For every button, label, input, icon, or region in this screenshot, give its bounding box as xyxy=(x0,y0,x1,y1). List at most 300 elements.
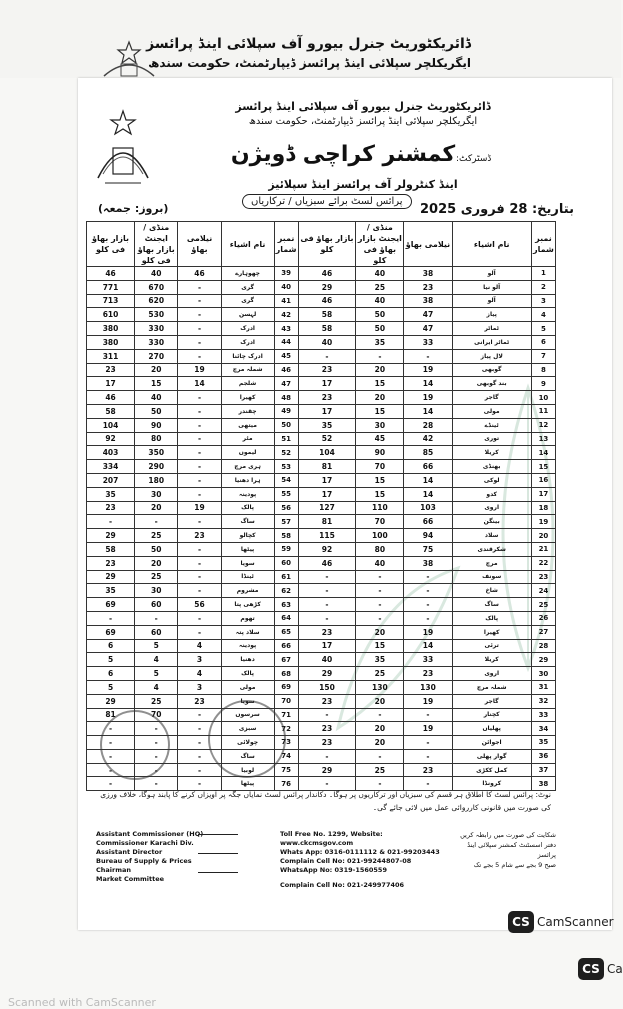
left-auction-price: 47 xyxy=(404,308,452,322)
header-directorate: ڈائریکٹوریٹ جنرل بیورو آف سپلائی اینڈ پرائسز xyxy=(235,100,491,113)
camscanner-label-cut: Ca xyxy=(607,962,623,976)
right-market-price: - xyxy=(87,763,135,777)
left-auction-price: 14 xyxy=(404,377,452,391)
right-auction-price: - xyxy=(178,611,221,625)
right-serial: 68 xyxy=(274,667,298,681)
right-market-price: 35 xyxy=(87,487,135,501)
left-agent-price: 20 xyxy=(356,391,404,405)
table-row xyxy=(87,667,556,681)
left-serial: 12 xyxy=(531,418,555,432)
right-agent-price: 20 xyxy=(135,363,178,377)
left-item-name: کریلا xyxy=(452,446,531,460)
left-agent-price: - xyxy=(356,708,404,722)
right-auction-price: - xyxy=(178,391,221,405)
left-market-price: 58 xyxy=(298,308,356,322)
left-serial: 13 xyxy=(531,432,555,446)
left-item-name: شاخ xyxy=(452,584,531,598)
officials-block xyxy=(96,830,236,884)
right-item-name: ہرا دھنیا xyxy=(221,473,274,487)
right-market-price: 6 xyxy=(87,639,135,653)
left-serial: 34 xyxy=(531,722,555,736)
table-row xyxy=(87,404,556,418)
column-header: بازار بھاؤ فی کلو xyxy=(298,222,356,267)
left-auction-price: 19 xyxy=(404,625,452,639)
table-row xyxy=(87,460,556,474)
right-serial: 45 xyxy=(274,349,298,363)
right-agent-price: - xyxy=(135,736,178,750)
urdu-contact-line: دفتر اسسٹنٹ کمشنر سپلائی اینڈ پرائسز xyxy=(467,841,556,859)
left-item-name: پیاز xyxy=(452,308,531,322)
left-item-name: کمل ککڑی xyxy=(452,763,531,777)
right-market-price: 92 xyxy=(87,432,135,446)
table-row xyxy=(87,584,556,598)
left-market-price: 17 xyxy=(298,473,356,487)
left-item-name: کھیرا xyxy=(452,625,531,639)
left-agent-price: - xyxy=(356,611,404,625)
left-serial: 5 xyxy=(531,322,555,336)
right-item-name: ادرک xyxy=(221,335,274,349)
left-market-price: - xyxy=(298,584,356,598)
right-item-name: پودینہ xyxy=(221,487,274,501)
right-agent-price: 290 xyxy=(135,460,178,474)
right-auction-price: 23 xyxy=(178,694,221,708)
contact-line: Toll Free No. 1299, Website: www.ckcmsgov.com xyxy=(280,830,383,847)
right-item-name: پالک xyxy=(221,501,274,515)
left-market-price: - xyxy=(298,349,356,363)
official-title: Bureau of Supply & Prices xyxy=(96,857,192,865)
left-market-price: 40 xyxy=(298,335,356,349)
right-agent-price: 30 xyxy=(135,487,178,501)
left-market-price: 58 xyxy=(298,322,356,336)
left-item-name: آلو xyxy=(452,294,531,308)
left-auction-price: - xyxy=(404,598,452,612)
right-agent-price: 70 xyxy=(135,708,178,722)
right-item-name: شلجم xyxy=(221,377,274,391)
right-market-price: 29 xyxy=(87,529,135,543)
left-item-name: اجوائن xyxy=(452,736,531,750)
left-auction-price: 130 xyxy=(404,680,452,694)
left-auction-price: 38 xyxy=(404,556,452,570)
right-serial: 49 xyxy=(274,404,298,418)
left-item-name: ساگ xyxy=(452,598,531,612)
right-market-price: 23 xyxy=(87,556,135,570)
left-serial: 38 xyxy=(531,777,555,791)
table-row xyxy=(87,294,556,308)
left-agent-price: 80 xyxy=(356,542,404,556)
table-row xyxy=(87,349,556,363)
right-serial: 57 xyxy=(274,515,298,529)
left-market-price: - xyxy=(298,598,356,612)
right-item-name: دھنیا xyxy=(221,653,274,667)
urdu-contact-block xyxy=(456,830,556,870)
left-auction-price: - xyxy=(404,570,452,584)
price-table xyxy=(86,221,556,791)
right-agent-price: 60 xyxy=(135,598,178,612)
right-market-price: 17 xyxy=(87,377,135,391)
right-serial: 65 xyxy=(274,625,298,639)
signature-line xyxy=(198,853,238,854)
document-title: کمشنر کراچی ڈویژن xyxy=(230,142,456,167)
right-market-price: - xyxy=(87,749,135,763)
left-agent-price: 90 xyxy=(356,446,404,460)
outer-header-title: ڈائریکٹوریٹ جنرل بیورو آف سپلائی اینڈ پرائسز xyxy=(146,36,471,52)
right-market-price: 104 xyxy=(87,418,135,432)
right-serial: 69 xyxy=(274,680,298,694)
left-market-price: 40 xyxy=(298,653,356,667)
left-auction-price: 23 xyxy=(404,280,452,294)
table-row xyxy=(87,570,556,584)
right-serial: 39 xyxy=(274,267,298,281)
left-auction-price: 23 xyxy=(404,667,452,681)
right-market-price: 69 xyxy=(87,625,135,639)
left-serial: 29 xyxy=(531,653,555,667)
table-header-row xyxy=(87,222,556,267)
left-serial: 2 xyxy=(531,280,555,294)
table-row xyxy=(87,418,556,432)
right-serial: 47 xyxy=(274,377,298,391)
left-item-name: پھلیاں xyxy=(452,722,531,736)
right-market-price: 23 xyxy=(87,501,135,515)
right-agent-price: 530 xyxy=(135,308,178,322)
right-agent-price: 50 xyxy=(135,542,178,556)
left-auction-price: 14 xyxy=(404,404,452,418)
left-auction-price: 38 xyxy=(404,267,452,281)
left-serial: 21 xyxy=(531,542,555,556)
right-serial: 66 xyxy=(274,639,298,653)
camscanner-logo-icon: CS xyxy=(508,911,534,933)
left-item-name: ٹینڈے xyxy=(452,418,531,432)
right-agent-price: 5 xyxy=(135,639,178,653)
left-market-price: 46 xyxy=(298,294,356,308)
right-serial: 74 xyxy=(274,749,298,763)
right-auction-price: - xyxy=(178,625,221,639)
left-auction-price: 28 xyxy=(404,418,452,432)
left-market-price: 23 xyxy=(298,722,356,736)
left-serial: 30 xyxy=(531,667,555,681)
right-item-name: سبزی xyxy=(221,722,274,736)
right-auction-price: - xyxy=(178,708,221,722)
left-item-name: بھنڈی xyxy=(452,460,531,474)
left-item-name: ٹماٹر xyxy=(452,322,531,336)
table-row xyxy=(87,501,556,515)
right-market-price: 23 xyxy=(87,363,135,377)
left-agent-price: - xyxy=(356,570,404,584)
right-item-name: چقندر xyxy=(221,404,274,418)
left-serial: 15 xyxy=(531,460,555,474)
right-serial: 43 xyxy=(274,322,298,336)
right-item-name: میتھی xyxy=(221,418,274,432)
column-header: نام اشیاء xyxy=(452,222,531,267)
left-auction-price: 19 xyxy=(404,391,452,405)
left-serial: 3 xyxy=(531,294,555,308)
right-serial: 53 xyxy=(274,460,298,474)
left-agent-price: 25 xyxy=(356,667,404,681)
right-agent-price: 350 xyxy=(135,446,178,460)
column-header: نمبر شمار xyxy=(274,222,298,267)
left-auction-price: - xyxy=(404,584,452,598)
right-serial: 54 xyxy=(274,473,298,487)
document-date: بتاریخ: 28 فروری 2025 xyxy=(420,202,574,217)
right-serial: 64 xyxy=(274,611,298,625)
left-auction-price: 47 xyxy=(404,322,452,336)
outer-header xyxy=(0,0,621,78)
right-item-name: شملہ مرچ xyxy=(221,363,274,377)
left-item-name: سلاد xyxy=(452,529,531,543)
left-serial: 4 xyxy=(531,308,555,322)
left-agent-price: 20 xyxy=(356,363,404,377)
right-agent-price: 620 xyxy=(135,294,178,308)
left-market-price: 23 xyxy=(298,625,356,639)
right-item-name: پودینہ xyxy=(221,639,274,653)
right-auction-price: - xyxy=(178,335,221,349)
table-row xyxy=(87,473,556,487)
left-auction-price: 33 xyxy=(404,653,452,667)
left-market-price: - xyxy=(298,570,356,584)
table-row xyxy=(87,625,556,639)
left-item-name: سونف xyxy=(452,570,531,584)
left-serial: 32 xyxy=(531,694,555,708)
official-stamp xyxy=(100,710,170,780)
left-agent-price: 15 xyxy=(356,404,404,418)
right-item-name: مٹر xyxy=(221,432,274,446)
urdu-contact-line: صبح 9 بجے سے شام 5 بجے تک xyxy=(473,861,556,869)
left-serial: 37 xyxy=(531,763,555,777)
table-row xyxy=(87,322,556,336)
contact-line: Whats App: 0316-0111112 & 021-99203443 xyxy=(280,848,440,856)
left-serial: 18 xyxy=(531,501,555,515)
right-serial: 59 xyxy=(274,542,298,556)
column-header: بازار بھاؤ فی کلو xyxy=(87,222,135,267)
left-agent-price: 45 xyxy=(356,432,404,446)
left-auction-price: 19 xyxy=(404,363,452,377)
left-item-name: آلو نیا xyxy=(452,280,531,294)
right-auction-price: - xyxy=(178,736,221,750)
right-market-price: 35 xyxy=(87,584,135,598)
right-agent-price: 30 xyxy=(135,584,178,598)
table-row xyxy=(87,515,556,529)
left-serial: 36 xyxy=(531,749,555,763)
column-header: نیلامی بھاؤ xyxy=(178,222,221,267)
left-serial: 33 xyxy=(531,708,555,722)
left-market-price: 81 xyxy=(298,515,356,529)
left-market-price: 115 xyxy=(298,529,356,543)
right-item-name: کھیرا xyxy=(221,391,274,405)
right-serial: 46 xyxy=(274,363,298,377)
right-agent-price: 4 xyxy=(135,653,178,667)
left-serial: 1 xyxy=(531,267,555,281)
right-market-price: 5 xyxy=(87,680,135,694)
right-auction-price: - xyxy=(178,446,221,460)
left-auction-price: - xyxy=(404,749,452,763)
left-item-name: آلو xyxy=(452,267,531,281)
right-serial: 51 xyxy=(274,432,298,446)
right-auction-price: 19 xyxy=(178,501,221,515)
document-day: (بروز: جمعہ) xyxy=(98,202,169,215)
left-market-price: 35 xyxy=(298,418,356,432)
left-agent-price: - xyxy=(356,584,404,598)
right-serial: 70 xyxy=(274,694,298,708)
contact-line: WhatsApp No: 0319-1560559 xyxy=(280,866,387,874)
signature-line xyxy=(198,872,238,873)
right-item-name: گری xyxy=(221,280,274,294)
left-serial: 11 xyxy=(531,404,555,418)
right-market-price: 380 xyxy=(87,322,135,336)
left-item-name: توری xyxy=(452,432,531,446)
table-row xyxy=(87,280,556,294)
right-agent-price: 25 xyxy=(135,529,178,543)
right-item-name: لیموں xyxy=(221,446,274,460)
right-serial: 40 xyxy=(274,280,298,294)
left-market-price: - xyxy=(298,777,356,791)
right-item-name: کڑھی پتا xyxy=(221,598,274,612)
right-agent-price: 25 xyxy=(135,694,178,708)
column-header: نام اشیاء xyxy=(221,222,274,267)
left-market-price: 29 xyxy=(298,280,356,294)
left-market-price: 104 xyxy=(298,446,356,460)
right-agent-price: - xyxy=(135,515,178,529)
right-agent-price: - xyxy=(135,611,178,625)
right-auction-price: 3 xyxy=(178,680,221,694)
left-auction-price: 75 xyxy=(404,542,452,556)
left-item-name: گوار پھلی xyxy=(452,749,531,763)
left-auction-price: - xyxy=(404,611,452,625)
sindh-emblem-icon xyxy=(93,108,153,188)
right-auction-price: 56 xyxy=(178,598,221,612)
left-market-price: - xyxy=(298,611,356,625)
left-item-name: پالک xyxy=(452,611,531,625)
left-agent-price: 70 xyxy=(356,515,404,529)
left-agent-price: - xyxy=(356,749,404,763)
right-market-price: 311 xyxy=(87,349,135,363)
left-agent-price: 20 xyxy=(356,625,404,639)
right-item-name: مشروم xyxy=(221,584,274,598)
right-market-price: 403 xyxy=(87,446,135,460)
document-subtitle: اینڈ کنٹرولر آف پرائسز اینڈ سپلائیز xyxy=(268,178,458,191)
left-agent-price: 25 xyxy=(356,280,404,294)
right-auction-price: - xyxy=(178,722,221,736)
left-agent-price: 15 xyxy=(356,487,404,501)
left-agent-price: 70 xyxy=(356,460,404,474)
right-agent-price: 20 xyxy=(135,556,178,570)
right-market-price: 46 xyxy=(87,391,135,405)
district-label: ڈسٹرکٹ: xyxy=(456,154,492,164)
left-agent-price: 35 xyxy=(356,653,404,667)
left-agent-price: 30 xyxy=(356,418,404,432)
left-agent-price: - xyxy=(356,777,404,791)
column-header: منڈی / ایجنٹ بازار بھاؤ فی کلو xyxy=(356,222,404,267)
right-auction-price: - xyxy=(178,556,221,570)
right-agent-price: 5 xyxy=(135,667,178,681)
left-item-name: کرونڈا xyxy=(452,777,531,791)
table-row xyxy=(87,363,556,377)
left-item-name: اروی xyxy=(452,501,531,515)
right-auction-price: - xyxy=(178,280,221,294)
left-agent-price: 50 xyxy=(356,322,404,336)
left-agent-price: 110 xyxy=(356,501,404,515)
table-body xyxy=(87,267,556,791)
table-row xyxy=(87,432,556,446)
right-item-name: مولی xyxy=(221,680,274,694)
right-item-name: لہسن xyxy=(221,308,274,322)
left-item-name: کدو xyxy=(452,487,531,501)
left-agent-price: 15 xyxy=(356,377,404,391)
right-market-price: - xyxy=(87,515,135,529)
right-auction-price: - xyxy=(178,349,221,363)
left-item-name: ترئی xyxy=(452,639,531,653)
right-item-name: سویا xyxy=(221,556,274,570)
left-auction-price: - xyxy=(404,736,452,750)
header-department: ایگریکلچر سپلائی اینڈ پرائسز ڈیپارٹمنٹ، حکومت سندھ xyxy=(248,116,478,127)
left-agent-price: 15 xyxy=(356,473,404,487)
left-market-price: 81 xyxy=(298,460,356,474)
right-market-price: 29 xyxy=(87,570,135,584)
right-auction-price: - xyxy=(178,749,221,763)
right-serial: 61 xyxy=(274,570,298,584)
right-item-name: ہری مرچ xyxy=(221,460,274,474)
price-list-label: پرائس لسٹ برائے سبزیاں / ترکاریاں xyxy=(242,194,412,209)
right-agent-price: 330 xyxy=(135,322,178,336)
right-market-price: 380 xyxy=(87,335,135,349)
right-agent-price: 80 xyxy=(135,432,178,446)
left-market-price: 23 xyxy=(298,391,356,405)
left-agent-price: 40 xyxy=(356,556,404,570)
left-item-name: لال پیاز xyxy=(452,349,531,363)
official-title: Market Committee xyxy=(96,875,165,883)
right-serial: 42 xyxy=(274,308,298,322)
left-item-name: گاجر xyxy=(452,391,531,405)
right-item-name: گری xyxy=(221,294,274,308)
left-agent-price: 20 xyxy=(356,694,404,708)
left-serial: 7 xyxy=(531,349,555,363)
left-market-price: 29 xyxy=(298,763,356,777)
left-auction-price: - xyxy=(404,349,452,363)
right-auction-price: - xyxy=(178,294,221,308)
table-row xyxy=(87,487,556,501)
right-item-name: لوبیا xyxy=(221,763,274,777)
right-item-name: ساگ xyxy=(221,749,274,763)
left-agent-price: 50 xyxy=(356,308,404,322)
contact-line: Complain Cell No: 021-99244807-08 xyxy=(280,857,412,865)
left-auction-price: 19 xyxy=(404,694,452,708)
right-serial: 44 xyxy=(274,335,298,349)
left-item-name: شملہ مرچ xyxy=(452,680,531,694)
table-row xyxy=(87,446,556,460)
left-market-price: 46 xyxy=(298,267,356,281)
left-auction-price: 19 xyxy=(404,722,452,736)
right-auction-price: - xyxy=(178,460,221,474)
left-serial: 24 xyxy=(531,584,555,598)
left-market-price: 17 xyxy=(298,639,356,653)
right-auction-price: - xyxy=(178,763,221,777)
right-auction-price: - xyxy=(178,777,221,791)
left-item-name: شکرقندی xyxy=(452,542,531,556)
right-serial: 52 xyxy=(274,446,298,460)
left-serial: 19 xyxy=(531,515,555,529)
right-serial: 63 xyxy=(274,598,298,612)
right-item-name: سلاد پتہ xyxy=(221,625,274,639)
right-auction-price: - xyxy=(178,570,221,584)
left-market-price: 17 xyxy=(298,377,356,391)
right-serial: 41 xyxy=(274,294,298,308)
right-serial: 72 xyxy=(274,722,298,736)
right-auction-price: - xyxy=(178,322,221,336)
right-auction-price: 23 xyxy=(178,529,221,543)
left-market-price: 23 xyxy=(298,694,356,708)
left-serial: 25 xyxy=(531,598,555,612)
column-header: منڈی / ایجنٹ بازار بھاؤ فی کلو xyxy=(135,222,178,267)
right-serial: 60 xyxy=(274,556,298,570)
right-agent-price: 270 xyxy=(135,349,178,363)
